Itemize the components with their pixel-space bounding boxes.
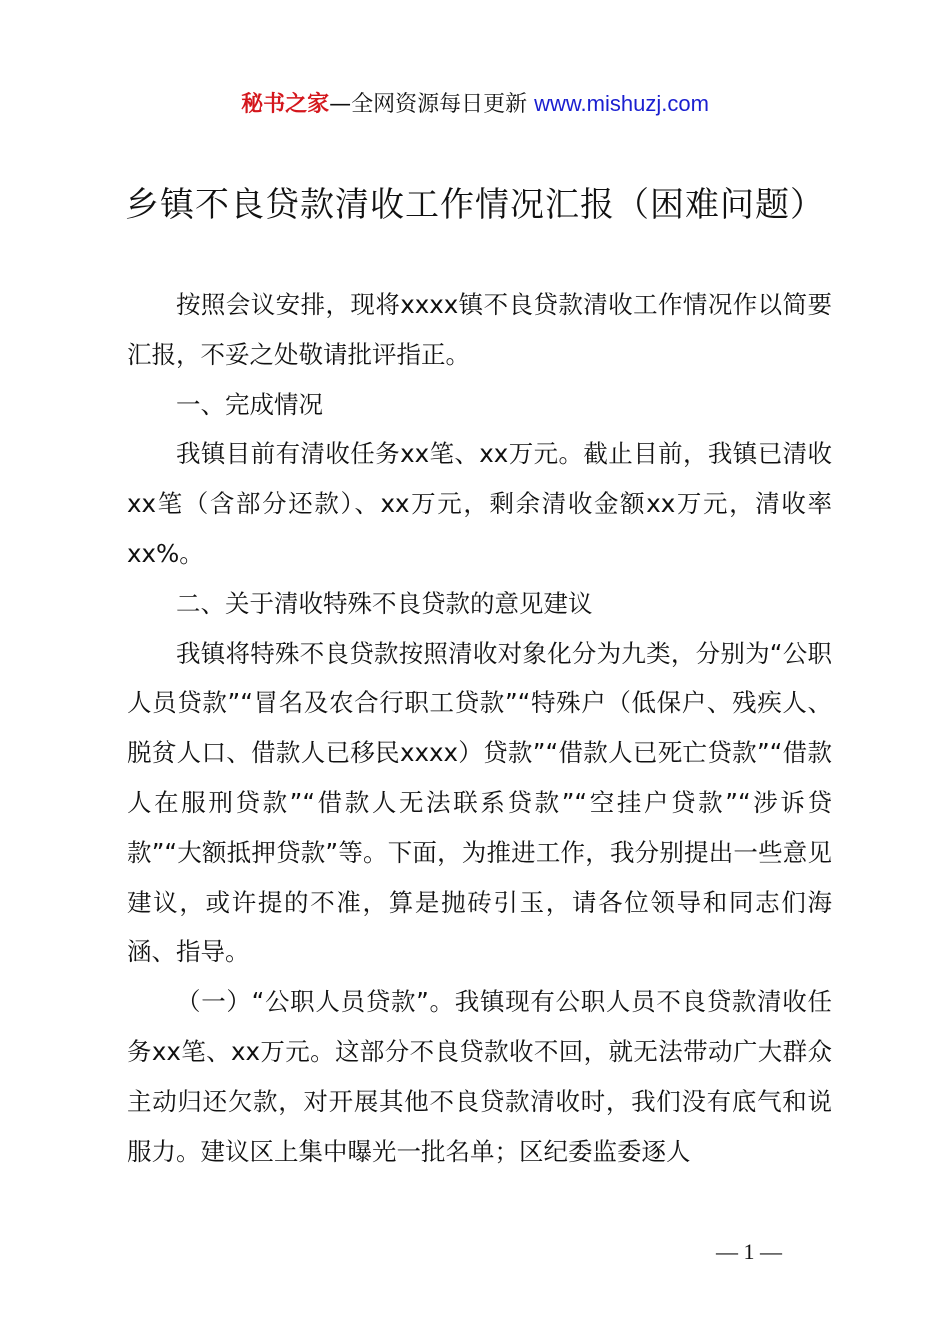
page-number: — 1 —	[716, 1239, 782, 1264]
section-heading-suggestions: 二、关于清收特殊不良贷款的意见建议	[176, 588, 593, 618]
header-slogan: —全网资源每日更新	[329, 92, 535, 117]
site-header	[0, 86, 950, 123]
section-heading-completion: 一、完成情况	[176, 389, 323, 419]
classification-paragraph: 我镇将特殊不良贷款按照清收对象化分为九类，分别为“公职人员贷款”“冒名及农合行职工贷款”“特殊户（低保户、残疾人、脱贫人口、借款人已移民xxxx）贷款”“借款人已死亡贷款”“借款人在服刑贷款”“借款人无法联系贷款”“空挂户贷款”“涉诉贷款”“大额抵押贷款”等。下面，为推进工作，我分别提出一些意见建议，或许提的不准，算是抛砖引玉，请各位领导和同志们海涵、指导。	[127, 638, 832, 967]
document-body	[127, 280, 832, 1176]
document-title: 乡镇不良贷款清收工作情况汇报（困难问题）	[125, 185, 825, 225]
public-officials-paragraph: （一）“公职人员贷款”。我镇现有公职人员不良贷款清收任务xx笔、xx万元。这部分不良贷款收不回，就无法带动广大群众主动归还欠款，对开展其他不良贷款清收时，我们没有底气和说服力。建议区上集中曝光一批名单；区纪委监委逐人	[127, 987, 832, 1166]
site-url-link[interactable]: www.mishuzj.com	[534, 91, 709, 116]
completion-paragraph: 我镇目前有清收任务xx笔、xx万元。截止目前，我镇已清收xx笔（含部分还款）、xx万元，剩余清收金额xx万元，清收率xx%。	[127, 439, 832, 568]
intro-paragraph: 按照会议安排，现将xxxx镇不良贷款清收工作情况作以简要汇报，不妥之处敬请批评指正。	[127, 290, 832, 369]
brand-name: 秘书之家	[241, 92, 330, 117]
